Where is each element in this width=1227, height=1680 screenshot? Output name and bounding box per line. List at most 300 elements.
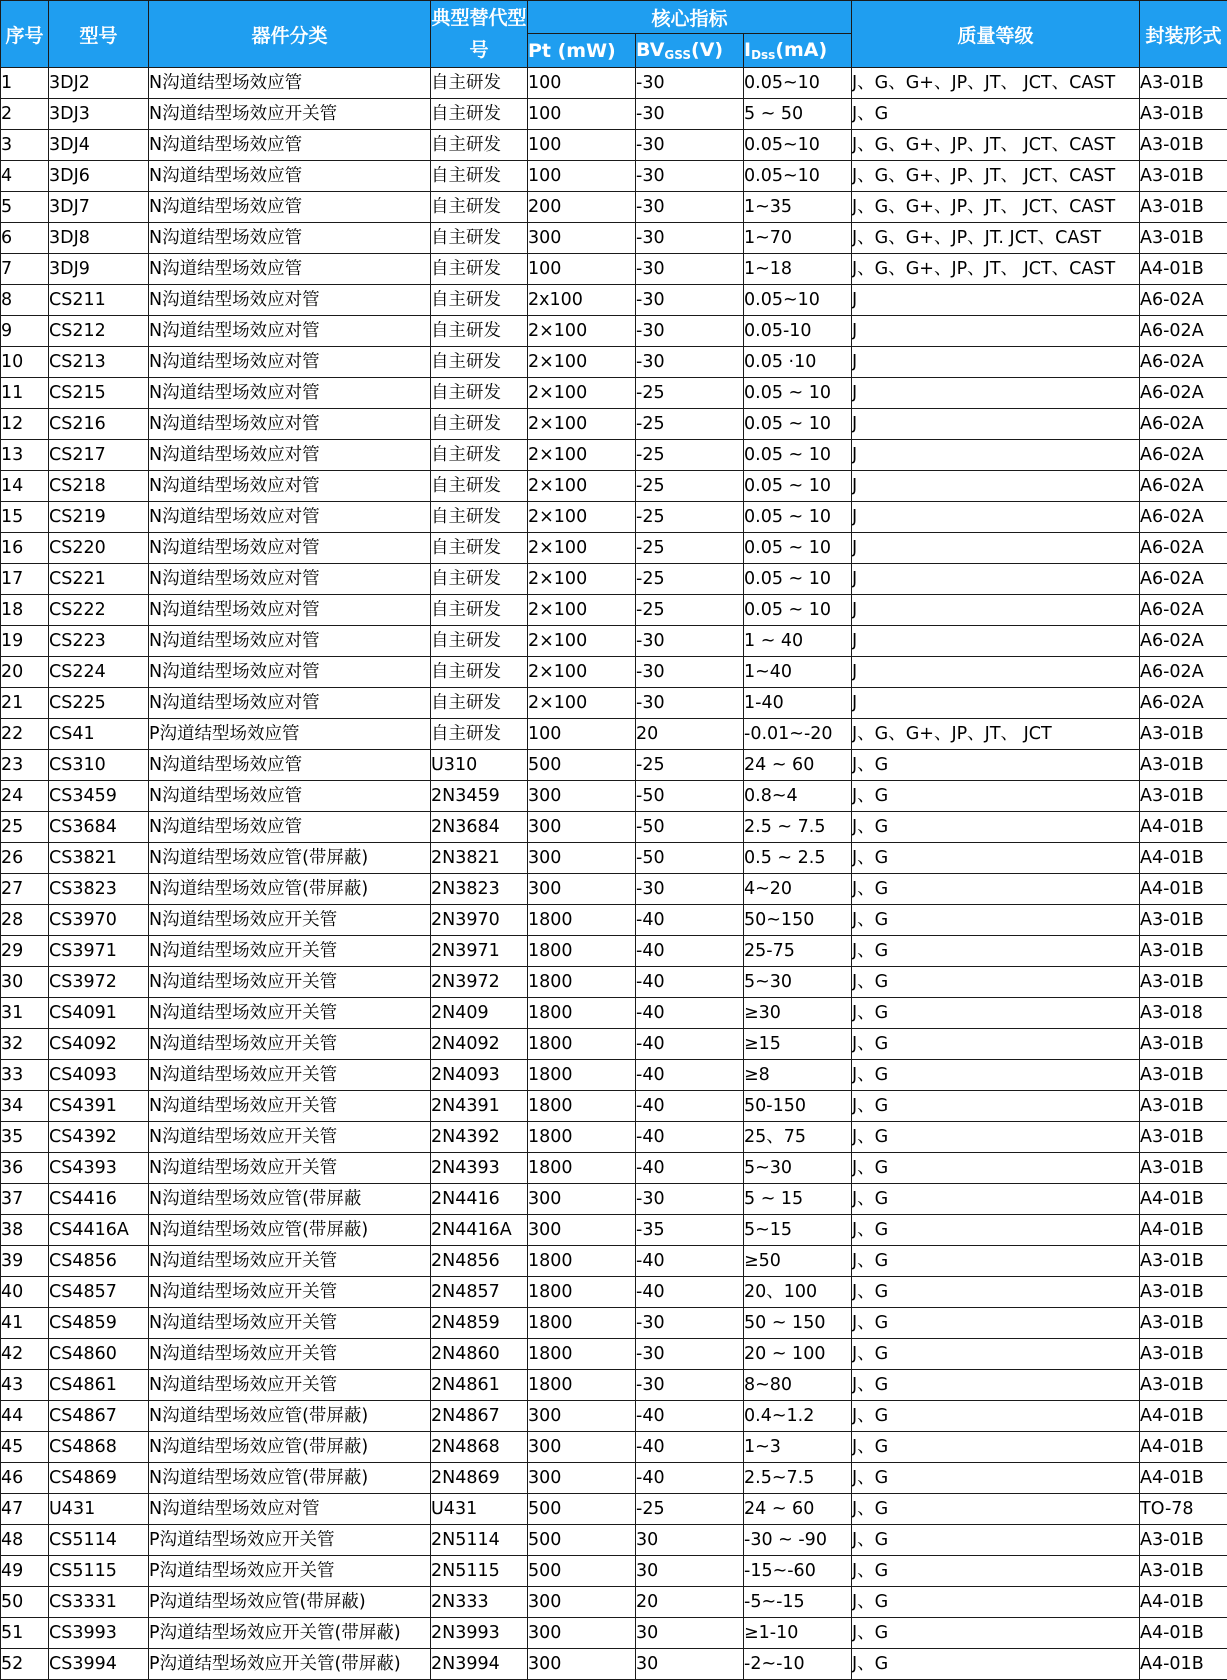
- cell-pt: 300: [528, 1463, 636, 1494]
- cell-package: A4-01B: [1140, 812, 1227, 843]
- cell-model: CS4392: [49, 1122, 149, 1153]
- cell-category: N沟道结型场效应对管: [149, 657, 431, 688]
- cell-idss: 0.05 ~ 10: [744, 471, 852, 502]
- cell-idss: -5~-15: [744, 1587, 852, 1618]
- cell-no: 50: [1, 1587, 49, 1618]
- cell-bvgss: -25: [636, 750, 744, 781]
- cell-pt: 1800: [528, 1246, 636, 1277]
- cell-package: A3-01B: [1140, 99, 1227, 130]
- cell-bvgss: -40: [636, 998, 744, 1029]
- cell-idss: 1-40: [744, 688, 852, 719]
- cell-package: A3-01B: [1140, 192, 1227, 223]
- table-row: [1, 1556, 1227, 1587]
- cell-bvgss: -25: [636, 409, 744, 440]
- cell-category: N沟道结型场效应开关管: [149, 1091, 431, 1122]
- cell-category: N沟道结型场效应开关管: [149, 1339, 431, 1370]
- cell-bvgss: -40: [636, 1060, 744, 1091]
- cell-replacement: 2N4869: [431, 1463, 528, 1494]
- cell-no: 14: [1, 471, 49, 502]
- cell-idss: 25-75: [744, 936, 852, 967]
- cell-idss: 0.05 ~ 10: [744, 440, 852, 471]
- cell-quality: J、G、G+、JP、JT、 JCT、CAST: [852, 192, 1140, 223]
- cell-replacement: 2N4861: [431, 1370, 528, 1401]
- cell-package: A4-01B: [1140, 1432, 1227, 1463]
- cell-quality: J、G: [852, 1494, 1140, 1525]
- cell-model: CS4861: [49, 1370, 149, 1401]
- cell-no: 15: [1, 502, 49, 533]
- cell-no: 26: [1, 843, 49, 874]
- cell-quality: J、G: [852, 1432, 1140, 1463]
- cell-package: A6-02A: [1140, 626, 1227, 657]
- cell-pt: 2×100: [528, 626, 636, 657]
- cell-pt: 1800: [528, 998, 636, 1029]
- cell-package: A3-01B: [1140, 130, 1227, 161]
- table-row: [1, 936, 1227, 967]
- table-row: [1, 1308, 1227, 1339]
- cell-quality: J、G: [852, 843, 1140, 874]
- cell-model: CS4416A: [49, 1215, 149, 1246]
- cell-idss: 0.4~1.2: [744, 1401, 852, 1432]
- cell-bvgss: -30: [636, 161, 744, 192]
- cell-no: 45: [1, 1432, 49, 1463]
- cell-category: N沟道结型场效应管: [149, 812, 431, 843]
- cell-quality: J、G: [852, 998, 1140, 1029]
- cell-idss: 0.5 ~ 2.5: [744, 843, 852, 874]
- cell-model: CS216: [49, 409, 149, 440]
- cell-quality: J、G: [852, 1153, 1140, 1184]
- cell-replacement: U431: [431, 1494, 528, 1525]
- cell-quality: J、G: [852, 1308, 1140, 1339]
- cell-model: CS4391: [49, 1091, 149, 1122]
- cell-idss: 0.05~10: [744, 68, 852, 99]
- cell-replacement: 2N5115: [431, 1556, 528, 1587]
- cell-pt: 1800: [528, 1091, 636, 1122]
- table-row: [1, 1215, 1227, 1246]
- cell-package: A3-01B: [1140, 750, 1227, 781]
- cell-replacement: 2N4393: [431, 1153, 528, 1184]
- cell-pt: 100: [528, 68, 636, 99]
- cell-no: 7: [1, 254, 49, 285]
- cell-quality: J: [852, 471, 1140, 502]
- cell-no: 51: [1, 1618, 49, 1649]
- cell-package: A4-01B: [1140, 1618, 1227, 1649]
- cell-quality: J、G: [852, 99, 1140, 130]
- table-header: [1, 1, 1227, 68]
- cell-pt: 2×100: [528, 688, 636, 719]
- cell-idss: 50 ~ 150: [744, 1308, 852, 1339]
- cell-replacement: 2N4416A: [431, 1215, 528, 1246]
- cell-category: N沟道结型场效应管(带屏蔽): [149, 1463, 431, 1494]
- cell-model: CS217: [49, 440, 149, 471]
- cell-bvgss: -50: [636, 781, 744, 812]
- cell-pt: 2×100: [528, 657, 636, 688]
- cell-model: CS3331: [49, 1587, 149, 1618]
- cell-replacement: 2N3993: [431, 1618, 528, 1649]
- cell-idss: 0.05 ~ 10: [744, 378, 852, 409]
- header-bvgss-main: BV: [636, 39, 664, 61]
- cell-bvgss: -50: [636, 812, 744, 843]
- cell-quality: J、G: [852, 1339, 1140, 1370]
- cell-no: 22: [1, 719, 49, 750]
- cell-idss: 0.05 ~ 10: [744, 502, 852, 533]
- cell-idss: 25、75: [744, 1122, 852, 1153]
- cell-category: N沟道结型场效应开关管: [149, 1122, 431, 1153]
- cell-idss: 8~80: [744, 1370, 852, 1401]
- header-bvgss: [636, 34, 744, 68]
- cell-replacement: 自主研发: [431, 533, 528, 564]
- cell-bvgss: -30: [636, 192, 744, 223]
- cell-idss: -2~-10: [744, 1649, 852, 1680]
- cell-no: 40: [1, 1277, 49, 1308]
- cell-no: 29: [1, 936, 49, 967]
- cell-replacement: 自主研发: [431, 409, 528, 440]
- cell-quality: J、G: [852, 781, 1140, 812]
- cell-pt: 100: [528, 130, 636, 161]
- cell-pt: 300: [528, 843, 636, 874]
- cell-no: 35: [1, 1122, 49, 1153]
- cell-quality: J: [852, 409, 1140, 440]
- cell-bvgss: -40: [636, 1277, 744, 1308]
- cell-quality: J、G: [852, 1618, 1140, 1649]
- cell-quality: J、G、G+、JP、JT、 JCT、CAST: [852, 254, 1140, 285]
- cell-replacement: 2N3994: [431, 1649, 528, 1680]
- cell-bvgss: -25: [636, 564, 744, 595]
- cell-package: A3-01B: [1140, 967, 1227, 998]
- cell-quality: J、G: [852, 1122, 1140, 1153]
- cell-idss: 0.8~4: [744, 781, 852, 812]
- cell-category: N沟道结型场效应对管: [149, 533, 431, 564]
- cell-no: 12: [1, 409, 49, 440]
- cell-package: A3-01B: [1140, 1246, 1227, 1277]
- cell-idss: ≥1-10: [744, 1618, 852, 1649]
- cell-model: CS4867: [49, 1401, 149, 1432]
- cell-pt: 2x100: [528, 285, 636, 316]
- cell-pt: 2×100: [528, 347, 636, 378]
- cell-idss: 2.5 ~ 7.5: [744, 812, 852, 843]
- cell-model: 3DJ3: [49, 99, 149, 130]
- cell-package: A6-02A: [1140, 657, 1227, 688]
- cell-package: A6-02A: [1140, 533, 1227, 564]
- cell-bvgss: -25: [636, 533, 744, 564]
- cell-category: N沟道结型场效应开关管: [149, 1246, 431, 1277]
- cell-quality: J、G: [852, 1401, 1140, 1432]
- cell-model: CS3993: [49, 1618, 149, 1649]
- cell-pt: 1800: [528, 1339, 636, 1370]
- cell-category: N沟道结型场效应对管: [149, 564, 431, 595]
- cell-no: 37: [1, 1184, 49, 1215]
- cell-no: 43: [1, 1370, 49, 1401]
- cell-idss: 0.05 ~ 10: [744, 409, 852, 440]
- cell-replacement: 自主研发: [431, 564, 528, 595]
- cell-pt: 500: [528, 1525, 636, 1556]
- cell-replacement: 2N4860: [431, 1339, 528, 1370]
- table-row: [1, 1153, 1227, 1184]
- cell-replacement: 自主研发: [431, 595, 528, 626]
- cell-bvgss: 30: [636, 1556, 744, 1587]
- cell-model: CS225: [49, 688, 149, 719]
- cell-pt: 1800: [528, 1277, 636, 1308]
- cell-category: N沟道结型场效应管: [149, 781, 431, 812]
- cell-model: CS222: [49, 595, 149, 626]
- cell-package: A3-01B: [1140, 1339, 1227, 1370]
- cell-replacement: 2N4867: [431, 1401, 528, 1432]
- table-row: [1, 223, 1227, 254]
- header-idss-main: I: [744, 39, 751, 61]
- cell-pt: 2×100: [528, 502, 636, 533]
- cell-quality: J、G: [852, 1525, 1140, 1556]
- cell-pt: 2×100: [528, 316, 636, 347]
- table-row: [1, 998, 1227, 1029]
- cell-pt: 300: [528, 223, 636, 254]
- table-row: [1, 1339, 1227, 1370]
- cell-model: CS3459: [49, 781, 149, 812]
- header-quality: 质量等级: [852, 1, 1140, 68]
- cell-category: N沟道结型场效应对管: [149, 285, 431, 316]
- cell-replacement: 2N3821: [431, 843, 528, 874]
- cell-replacement: 2N4857: [431, 1277, 528, 1308]
- cell-bvgss: 20: [636, 719, 744, 750]
- cell-idss: ≥8: [744, 1060, 852, 1091]
- cell-bvgss: -25: [636, 440, 744, 471]
- cell-replacement: 自主研发: [431, 626, 528, 657]
- cell-replacement: 自主研发: [431, 130, 528, 161]
- cell-model: CS5114: [49, 1525, 149, 1556]
- table-row: [1, 967, 1227, 998]
- cell-idss: ≥50: [744, 1246, 852, 1277]
- cell-pt: 2×100: [528, 595, 636, 626]
- cell-idss: 0.05 ·10: [744, 347, 852, 378]
- cell-package: A6-02A: [1140, 595, 1227, 626]
- cell-model: CS219: [49, 502, 149, 533]
- cell-idss: -15~-60: [744, 1556, 852, 1587]
- cell-replacement: 自主研发: [431, 471, 528, 502]
- table-row: [1, 99, 1227, 130]
- cell-package: A3-01B: [1140, 1029, 1227, 1060]
- cell-no: 17: [1, 564, 49, 595]
- cell-idss: 24 ~ 60: [744, 750, 852, 781]
- cell-package: A3-01B: [1140, 68, 1227, 99]
- cell-category: N沟道结型场效应对管: [149, 347, 431, 378]
- cell-idss: 5 ~ 50: [744, 99, 852, 130]
- cell-no: 25: [1, 812, 49, 843]
- cell-model: CS3823: [49, 874, 149, 905]
- cell-idss: 5~30: [744, 967, 852, 998]
- cell-category: N沟道结型场效应开关管: [149, 998, 431, 1029]
- cell-category: N沟道结型场效应开关管: [149, 99, 431, 130]
- cell-pt: 2×100: [528, 533, 636, 564]
- cell-bvgss: -25: [636, 1494, 744, 1525]
- cell-no: 39: [1, 1246, 49, 1277]
- cell-quality: J: [852, 595, 1140, 626]
- table-row: [1, 285, 1227, 316]
- cell-quality: J、G、G+、JP、JT、 JCT、CAST: [852, 130, 1140, 161]
- cell-category: N沟道结型场效应对管: [149, 688, 431, 719]
- cell-no: 18: [1, 595, 49, 626]
- cell-bvgss: -35: [636, 1215, 744, 1246]
- cell-pt: 300: [528, 812, 636, 843]
- cell-category: N沟道结型场效应管(带屏蔽): [149, 1401, 431, 1432]
- cell-quality: J、G: [852, 1029, 1140, 1060]
- cell-model: CS4091: [49, 998, 149, 1029]
- cell-replacement: 2N3459: [431, 781, 528, 812]
- cell-model: CS4416: [49, 1184, 149, 1215]
- table-row: [1, 1122, 1227, 1153]
- cell-replacement: U310: [431, 750, 528, 781]
- cell-quality: J、G: [852, 1370, 1140, 1401]
- cell-no: 44: [1, 1401, 49, 1432]
- cell-quality: J、G: [852, 1277, 1140, 1308]
- cell-package: A6-02A: [1140, 564, 1227, 595]
- cell-pt: 100: [528, 99, 636, 130]
- cell-idss: 1~18: [744, 254, 852, 285]
- cell-category: N沟道结型场效应对管: [149, 471, 431, 502]
- cell-replacement: 自主研发: [431, 254, 528, 285]
- cell-package: A3-01B: [1140, 1091, 1227, 1122]
- cell-quality: J: [852, 316, 1140, 347]
- cell-replacement: 2N333: [431, 1587, 528, 1618]
- table-row: [1, 502, 1227, 533]
- cell-model: CS211: [49, 285, 149, 316]
- cell-category: N沟道结型场效应管: [149, 130, 431, 161]
- cell-quality: J、G: [852, 1246, 1140, 1277]
- cell-replacement: 自主研发: [431, 161, 528, 192]
- cell-category: N沟道结型场效应对管: [149, 440, 431, 471]
- cell-pt: 100: [528, 161, 636, 192]
- cell-quality: J、G、G+、JP、JT、 JCT、CAST: [852, 161, 1140, 192]
- cell-category: N沟道结型场效应开关管: [149, 1029, 431, 1060]
- cell-no: 46: [1, 1463, 49, 1494]
- header-idss: [744, 34, 852, 68]
- cell-quality: J、G: [852, 874, 1140, 905]
- cell-replacement: 自主研发: [431, 440, 528, 471]
- cell-model: CS3971: [49, 936, 149, 967]
- cell-idss: 24 ~ 60: [744, 1494, 852, 1525]
- cell-pt: 2×100: [528, 409, 636, 440]
- cell-model: CS4868: [49, 1432, 149, 1463]
- cell-replacement: 自主研发: [431, 316, 528, 347]
- header-model: 型号: [49, 1, 149, 68]
- cell-pt: 300: [528, 1432, 636, 1463]
- cell-category: N沟道结型场效应对管: [149, 409, 431, 440]
- cell-no: 33: [1, 1060, 49, 1091]
- cell-category: N沟道结型场效应管(带屏蔽): [149, 843, 431, 874]
- cell-package: A3-01B: [1140, 1122, 1227, 1153]
- table-row: [1, 626, 1227, 657]
- table-row: [1, 533, 1227, 564]
- cell-replacement: 2N409: [431, 998, 528, 1029]
- cell-bvgss: 30: [636, 1618, 744, 1649]
- cell-pt: 100: [528, 719, 636, 750]
- cell-bvgss: -25: [636, 595, 744, 626]
- cell-package: A3-01B: [1140, 161, 1227, 192]
- cell-quality: J: [852, 440, 1140, 471]
- table-row: [1, 1432, 1227, 1463]
- cell-quality: J: [852, 533, 1140, 564]
- cell-category: N沟道结型场效应开关管: [149, 1308, 431, 1339]
- cell-quality: J: [852, 378, 1140, 409]
- cell-idss: 50-150: [744, 1091, 852, 1122]
- cell-no: 6: [1, 223, 49, 254]
- header-replacement: 典型替代型号: [431, 1, 528, 68]
- cell-category: N沟道结型场效应管(带屏蔽: [149, 1184, 431, 1215]
- cell-package: A6-02A: [1140, 502, 1227, 533]
- cell-idss: 5 ~ 15: [744, 1184, 852, 1215]
- cell-pt: 1800: [528, 1308, 636, 1339]
- cell-package: A3-01B: [1140, 905, 1227, 936]
- cell-idss: 0.05 ~ 10: [744, 533, 852, 564]
- cell-category: P沟道结型场效应管(带屏蔽): [149, 1587, 431, 1618]
- cell-idss: 1~40: [744, 657, 852, 688]
- cell-category: N沟道结型场效应开关管: [149, 905, 431, 936]
- cell-pt: 300: [528, 1215, 636, 1246]
- cell-model: 3DJ2: [49, 68, 149, 99]
- cell-quality: J: [852, 564, 1140, 595]
- cell-no: 52: [1, 1649, 49, 1680]
- cell-replacement: 自主研发: [431, 99, 528, 130]
- cell-bvgss: -50: [636, 843, 744, 874]
- cell-model: CS3994: [49, 1649, 149, 1680]
- table-row: [1, 750, 1227, 781]
- cell-idss: ≥15: [744, 1029, 852, 1060]
- cell-model: CS4092: [49, 1029, 149, 1060]
- cell-replacement: 2N4391: [431, 1091, 528, 1122]
- cell-pt: 2×100: [528, 471, 636, 502]
- cell-category: N沟道结型场效应对管: [149, 626, 431, 657]
- cell-no: 3: [1, 130, 49, 161]
- table-row: [1, 657, 1227, 688]
- table-row: [1, 781, 1227, 812]
- cell-package: A3-01B: [1140, 1370, 1227, 1401]
- cell-no: 36: [1, 1153, 49, 1184]
- cell-model: CS3972: [49, 967, 149, 998]
- table-row: [1, 254, 1227, 285]
- cell-no: 24: [1, 781, 49, 812]
- cell-category: N沟道结型场效应开关管: [149, 1153, 431, 1184]
- table-row: [1, 192, 1227, 223]
- cell-bvgss: -40: [636, 936, 744, 967]
- cell-bvgss: -30: [636, 1339, 744, 1370]
- cell-package: A4-01B: [1140, 843, 1227, 874]
- cell-idss: -30 ~ -90: [744, 1525, 852, 1556]
- cell-category: N沟道结型场效应开关管: [149, 1060, 431, 1091]
- cell-replacement: 自主研发: [431, 68, 528, 99]
- table-row: [1, 1246, 1227, 1277]
- cell-quality: J、G、G+、JP、JT. JCT、CAST: [852, 223, 1140, 254]
- cell-category: P沟道结型场效应开关管: [149, 1556, 431, 1587]
- cell-bvgss: -30: [636, 657, 744, 688]
- cell-pt: 300: [528, 781, 636, 812]
- cell-bvgss: -40: [636, 1463, 744, 1494]
- cell-no: 13: [1, 440, 49, 471]
- header-bvgss-unit: (V): [691, 39, 723, 61]
- cell-idss: 1~3: [744, 1432, 852, 1463]
- cell-package: A4-01B: [1140, 1649, 1227, 1680]
- cell-idss: 0.05~10: [744, 285, 852, 316]
- cell-category: N沟道结型场效应开关管: [149, 1370, 431, 1401]
- header-bvgss-sub: GSS: [664, 48, 691, 62]
- cell-idss: 0.05~10: [744, 130, 852, 161]
- cell-no: 47: [1, 1494, 49, 1525]
- cell-model: CS3684: [49, 812, 149, 843]
- table-row: [1, 378, 1227, 409]
- cell-no: 38: [1, 1215, 49, 1246]
- cell-package: A6-02A: [1140, 347, 1227, 378]
- cell-model: CS41: [49, 719, 149, 750]
- cell-idss: 0.05~10: [744, 161, 852, 192]
- cell-idss: 0.05-10: [744, 316, 852, 347]
- cell-quality: J、G: [852, 1587, 1140, 1618]
- cell-pt: 1800: [528, 1370, 636, 1401]
